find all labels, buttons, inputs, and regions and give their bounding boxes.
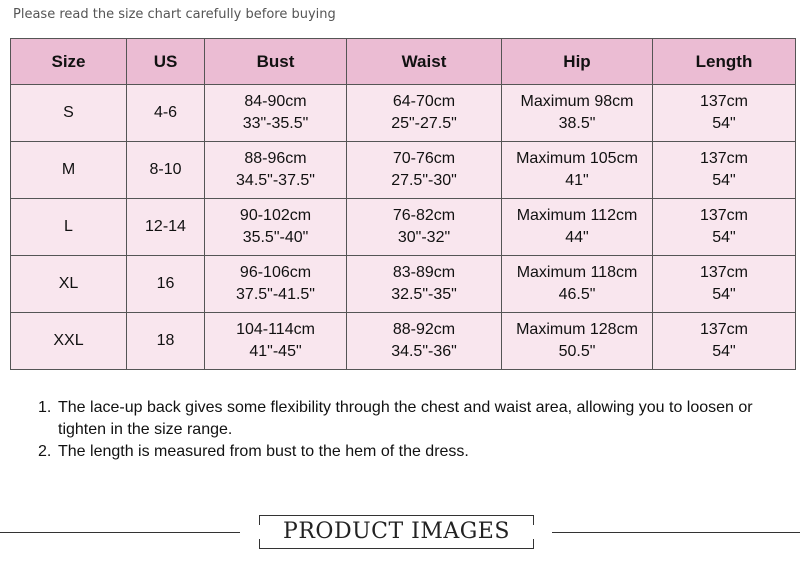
- length-in: 54": [712, 172, 736, 189]
- hip-cm: Maximum 128cm: [516, 321, 638, 338]
- table-row: [11, 142, 796, 199]
- cell-us: 12-14: [127, 199, 205, 256]
- table-row: [11, 199, 796, 256]
- bust-in: 41"-45": [249, 343, 302, 360]
- cell-bust: [205, 199, 347, 256]
- cell-us: 4-6: [127, 85, 205, 142]
- cell-hip: [502, 313, 653, 370]
- waist-cm: 64-70cm: [392, 93, 456, 110]
- cell-length: [653, 85, 796, 142]
- cell-bust: [205, 85, 347, 142]
- waist-in: 34.5"-36": [391, 343, 457, 360]
- bust-cm: 104-114cm: [236, 321, 315, 338]
- cell-length: [653, 199, 796, 256]
- bust-cm: 84-90cm: [244, 93, 307, 110]
- cell-hip: [502, 85, 653, 142]
- header-bust: Bust: [205, 39, 347, 85]
- length-in: 54": [712, 229, 736, 246]
- divider-right: [552, 532, 800, 533]
- waist-in: 30"-32": [397, 229, 451, 246]
- cell-bust: [205, 142, 347, 199]
- bust-cm: 88-96cm: [244, 150, 307, 167]
- header-size: Size: [11, 39, 127, 85]
- bust-in: 35.5"-40": [242, 229, 309, 246]
- cell-size: XXL: [11, 313, 127, 370]
- hip-in: 46.5": [558, 286, 596, 303]
- length-in: 54": [712, 115, 736, 132]
- hip-in: 38.5": [558, 115, 596, 132]
- bust-in: 33"-35.5": [242, 115, 309, 132]
- cell-hip: [502, 199, 653, 256]
- size-chart-table: [10, 38, 796, 370]
- cell-bust: [205, 313, 347, 370]
- waist-in: 32.5"-35": [391, 286, 457, 303]
- divider-left: [0, 532, 240, 533]
- header-waist: Waist: [347, 39, 502, 85]
- table-row: [11, 256, 796, 313]
- cell-bust: [205, 256, 347, 313]
- cell-waist: [347, 256, 502, 313]
- cell-size: S: [11, 85, 127, 142]
- length-in: 54": [712, 343, 736, 360]
- cell-hip: [502, 142, 653, 199]
- cell-size: L: [11, 199, 127, 256]
- intro-text: Please read the size chart carefully before buying: [13, 7, 336, 22]
- cell-size: M: [11, 142, 127, 199]
- header-hip: Hip: [502, 39, 653, 85]
- note-text: The length is measured from bust to the hem of the dress.: [58, 443, 469, 460]
- notes-list: [38, 397, 794, 463]
- length-cm: 137cm: [699, 207, 749, 224]
- hip-in: 41": [565, 172, 589, 189]
- cell-us: 18: [127, 313, 205, 370]
- table-header-row: [11, 39, 796, 85]
- note-item: [38, 441, 794, 463]
- length-in: 54": [712, 286, 736, 303]
- hip-cm: Maximum 105cm: [516, 150, 638, 167]
- waist-cm: 70-76cm: [392, 150, 456, 167]
- cell-waist: [347, 199, 502, 256]
- cell-waist: [347, 142, 502, 199]
- note-number: 1.: [38, 399, 52, 416]
- header-us: US: [127, 39, 205, 85]
- waist-cm: 88-92cm: [392, 321, 456, 338]
- header-length: Length: [653, 39, 796, 85]
- waist-cm: 83-89cm: [392, 264, 456, 281]
- note-number: 2.: [38, 443, 52, 460]
- bust-in: 37.5"-41.5": [236, 286, 315, 303]
- note-item: [38, 397, 794, 441]
- bust-cm: 96-106cm: [239, 264, 312, 281]
- length-cm: 137cm: [699, 321, 749, 338]
- table-row: [11, 85, 796, 142]
- waist-in: 27.5"-30": [391, 172, 457, 189]
- waist-cm: 76-82cm: [392, 207, 456, 224]
- waist-in: 25"-27.5": [391, 115, 457, 132]
- hip-cm: Maximum 98cm: [520, 93, 634, 110]
- section-banner: [259, 515, 534, 549]
- cell-length: [653, 256, 796, 313]
- cell-waist: [347, 85, 502, 142]
- length-cm: 137cm: [699, 150, 749, 167]
- cell-hip: [502, 256, 653, 313]
- cell-length: [653, 313, 796, 370]
- section-title: PRODUCT IMAGES: [283, 519, 510, 544]
- hip-in: 44": [565, 229, 589, 246]
- note-text: The lace-up back gives some flexibility through the chest and waist area, allowing you to loosen or tighten in the size range.: [58, 399, 753, 438]
- hip-cm: Maximum 112cm: [516, 207, 638, 224]
- cell-waist: [347, 313, 502, 370]
- hip-cm: Maximum 118cm: [516, 264, 638, 281]
- bust-in: 34.5"-37.5": [236, 172, 315, 189]
- bust-cm: 90-102cm: [239, 207, 312, 224]
- hip-in: 50.5": [558, 343, 596, 360]
- cell-us: 8-10: [127, 142, 205, 199]
- cell-size: XL: [11, 256, 127, 313]
- cell-us: 16: [127, 256, 205, 313]
- length-cm: 137cm: [699, 93, 749, 110]
- table-row: [11, 313, 796, 370]
- cell-length: [653, 142, 796, 199]
- length-cm: 137cm: [699, 264, 749, 281]
